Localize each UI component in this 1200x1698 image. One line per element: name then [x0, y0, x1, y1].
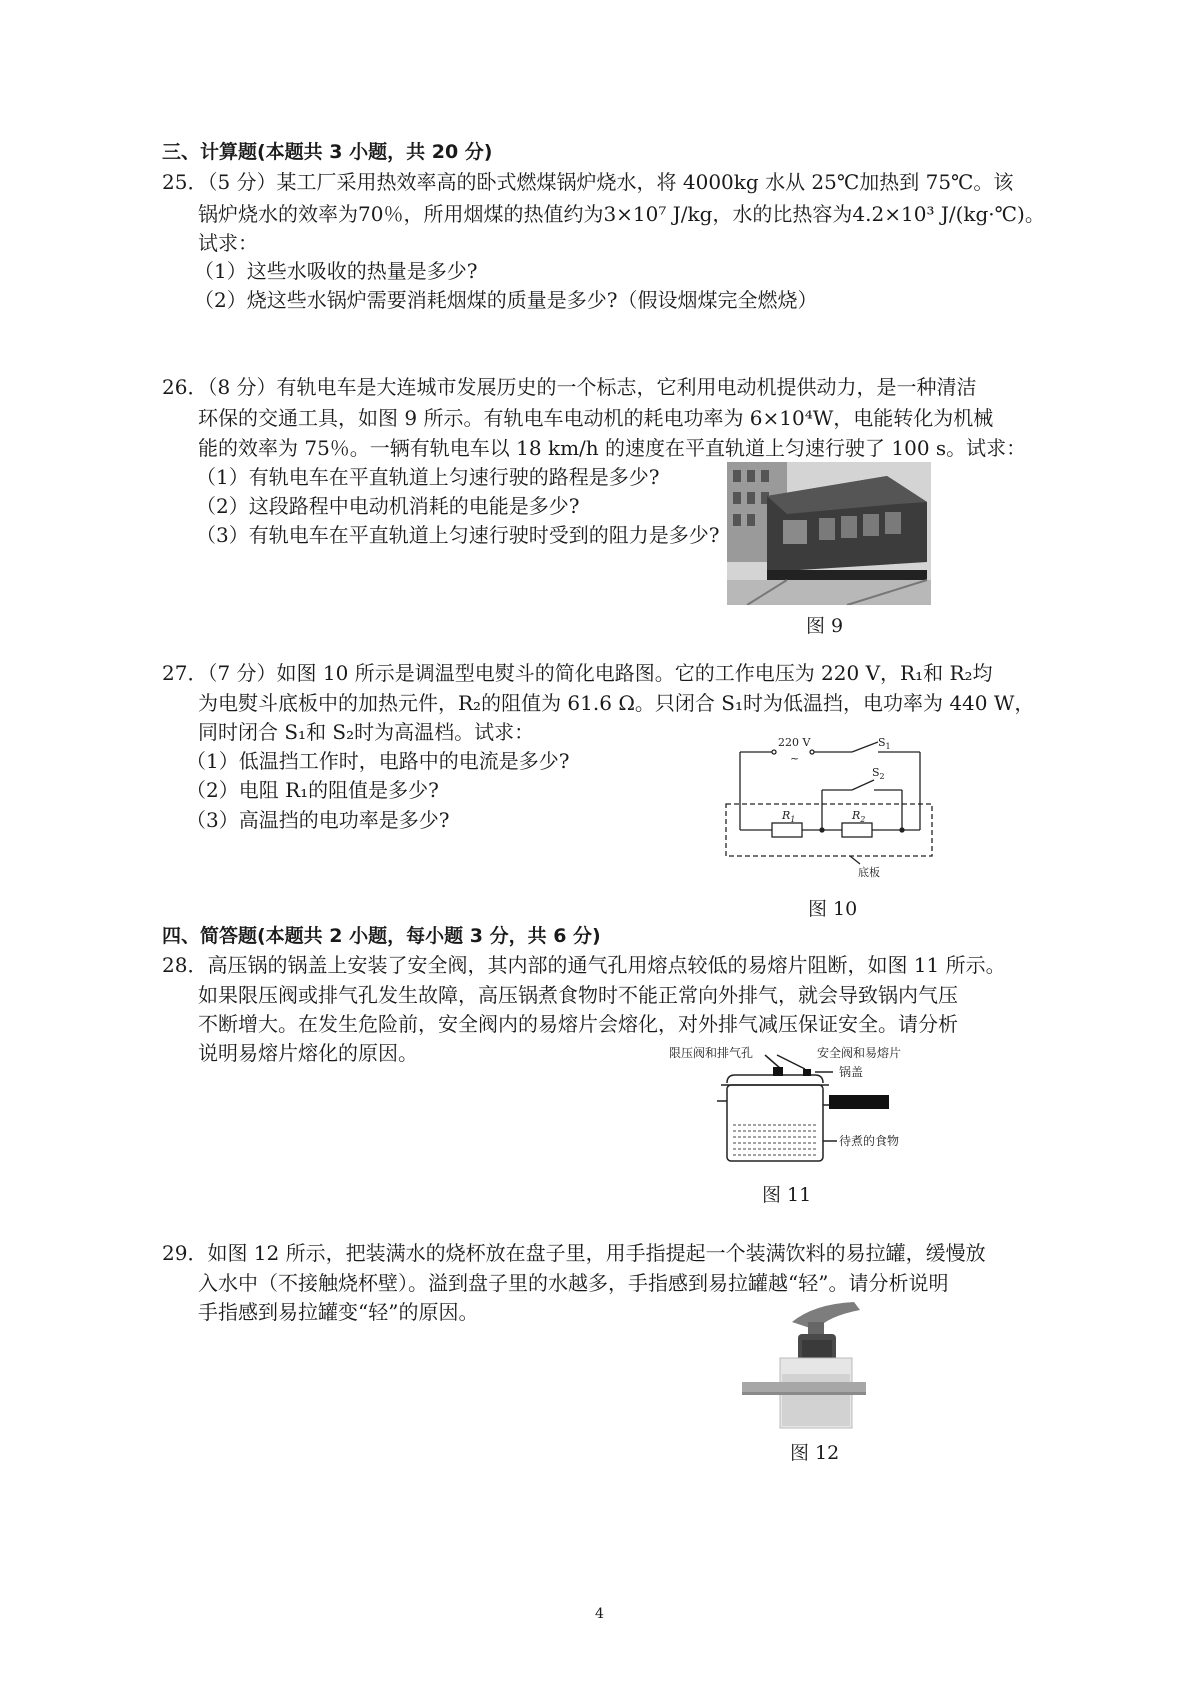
safety-valve-label: 安全阀和易熔片: [817, 1046, 902, 1060]
q26-sub1: （1）有轨电车在平直轨道上匀速行驶的路程是多少?: [196, 465, 660, 489]
q28-line2: 如果限压阀或排气孔发生故障，高压锅煮食物时不能正常向外排气，就会导致锅内气压: [198, 983, 958, 1007]
plate-label: 底板: [858, 866, 880, 879]
q28-line3: 不断增大。在发生危险前，安全阀内的易熔片会熔化，对外排气减压保证安全。请分析: [198, 1012, 958, 1036]
q25-line1: 25．（5 分）某工厂采用热效率高的卧式燃煤锅炉烧水，将 4000kg 水从 25℃加热到 75℃。该: [162, 170, 1014, 194]
q26-sub3: （3）有轨电车在平直轨道上匀速行驶时受到的阻力是多少?: [196, 523, 720, 547]
ac-symbol: ~: [790, 752, 800, 765]
q27-sub2: （2）电阻 R₁的阻值是多少?: [186, 778, 439, 802]
valve-label: 限压阀和排气孔: [669, 1046, 754, 1060]
q29-line2: 入水中（不接触烧杯壁）。溢到盘子里的水越多，手指感到易拉罐越“轻”。请分析说明: [198, 1271, 949, 1295]
q26-line2: 环保的交通工具，如图 9 所示。有轨电车电动机的耗电功率为 6×10⁴W，电能转化为机械: [198, 406, 994, 430]
q28-line4: 说明易熔片熔化的原因。: [198, 1041, 418, 1065]
q27-line3: 同时闭合 S₁和 S₂时为高温档。试求：: [198, 720, 535, 744]
food-label: 待煮的食物: [839, 1134, 900, 1148]
page-number: 4: [595, 1606, 604, 1622]
pressure-cooker-diagram: [665, 1045, 935, 1175]
figure-10-caption: 图 10: [808, 898, 858, 920]
figure-12-caption: 图 12: [790, 1442, 840, 1464]
q25-line3: 试求：: [198, 231, 258, 255]
voltage-label: 220 V: [778, 736, 811, 749]
q29-line3: 手指感到易拉罐变“轻”的原因。: [198, 1300, 479, 1324]
q26-sub2: （2）这段路程中电动机消耗的电能是多少?: [196, 494, 580, 518]
section-3-heading: 三、计算题(本题共 3 小题，共 20 分): [162, 141, 493, 163]
lid-label: 锅盖: [839, 1065, 864, 1079]
section-4-heading: 四、简答题(本题共 2 小题，每小题 3 分，共 6 分): [162, 925, 601, 947]
figure-11-caption: 图 11: [762, 1184, 812, 1206]
figure-9-caption: 图 9: [806, 615, 844, 637]
q26-line3: 能的效率为 75％。一辆有轨电车以 18 km/h 的速度在平直轨道上匀速行驶了 100 s。试求：: [198, 436, 1027, 460]
q25-line2: 锅炉烧水的效率为70％，所用烟煤的热值约为3×10⁷ J/kg，水的比热容为4.2×10³ J/(kg·℃)。: [198, 202, 1045, 226]
switch-s2-label: $S_2$: [872, 766, 885, 781]
q27-sub1: （1）低温挡工作时，电路中的电流是多少?: [186, 749, 570, 773]
q25-sub1: （1）这些水吸收的热量是多少?: [194, 259, 478, 283]
q28-line1: 28．高压锅的锅盖上安装了安全阀，其内部的通气孔用熔点较低的易熔片阻断，如图 11 所示。: [162, 953, 1006, 977]
q27-sub3: （3）高温挡的电功率是多少?: [186, 808, 450, 832]
resistor-r2-label: $R_2$: [852, 809, 866, 824]
q26-line1: 26．（8 分）有轨电车是大连城市发展历史的一个标志，它利用电动机提供动力，是一种清洁: [162, 375, 977, 399]
tram-photo: [727, 462, 931, 605]
resistor-r1-label: $R_1$: [782, 809, 796, 824]
can-in-beaker-photo: [742, 1298, 866, 1434]
switch-s1-label: $S_1$: [878, 736, 891, 751]
q27-line2: 为电熨斗底板中的加热元件，R₂的阻值为 61.6 Ω。只闭合 S₁时为低温挡，电功率为 440 W，: [198, 691, 1035, 715]
q25-sub2: （2）烧这些水锅炉需要消耗烟煤的质量是多少?（假设烟煤完全燃烧）: [194, 288, 818, 312]
q29-line1: 29．如图 12 所示，把装满水的烧杯放在盘子里，用手指提起一个装满饮料的易拉罐，缓慢放: [162, 1241, 986, 1265]
q27-line1: 27．（7 分）如图 10 所示是调温型电熨斗的简化电路图。它的工作电压为 220 V，R₁和 R₂均: [162, 661, 993, 685]
iron-circuit-diagram: [712, 730, 942, 880]
